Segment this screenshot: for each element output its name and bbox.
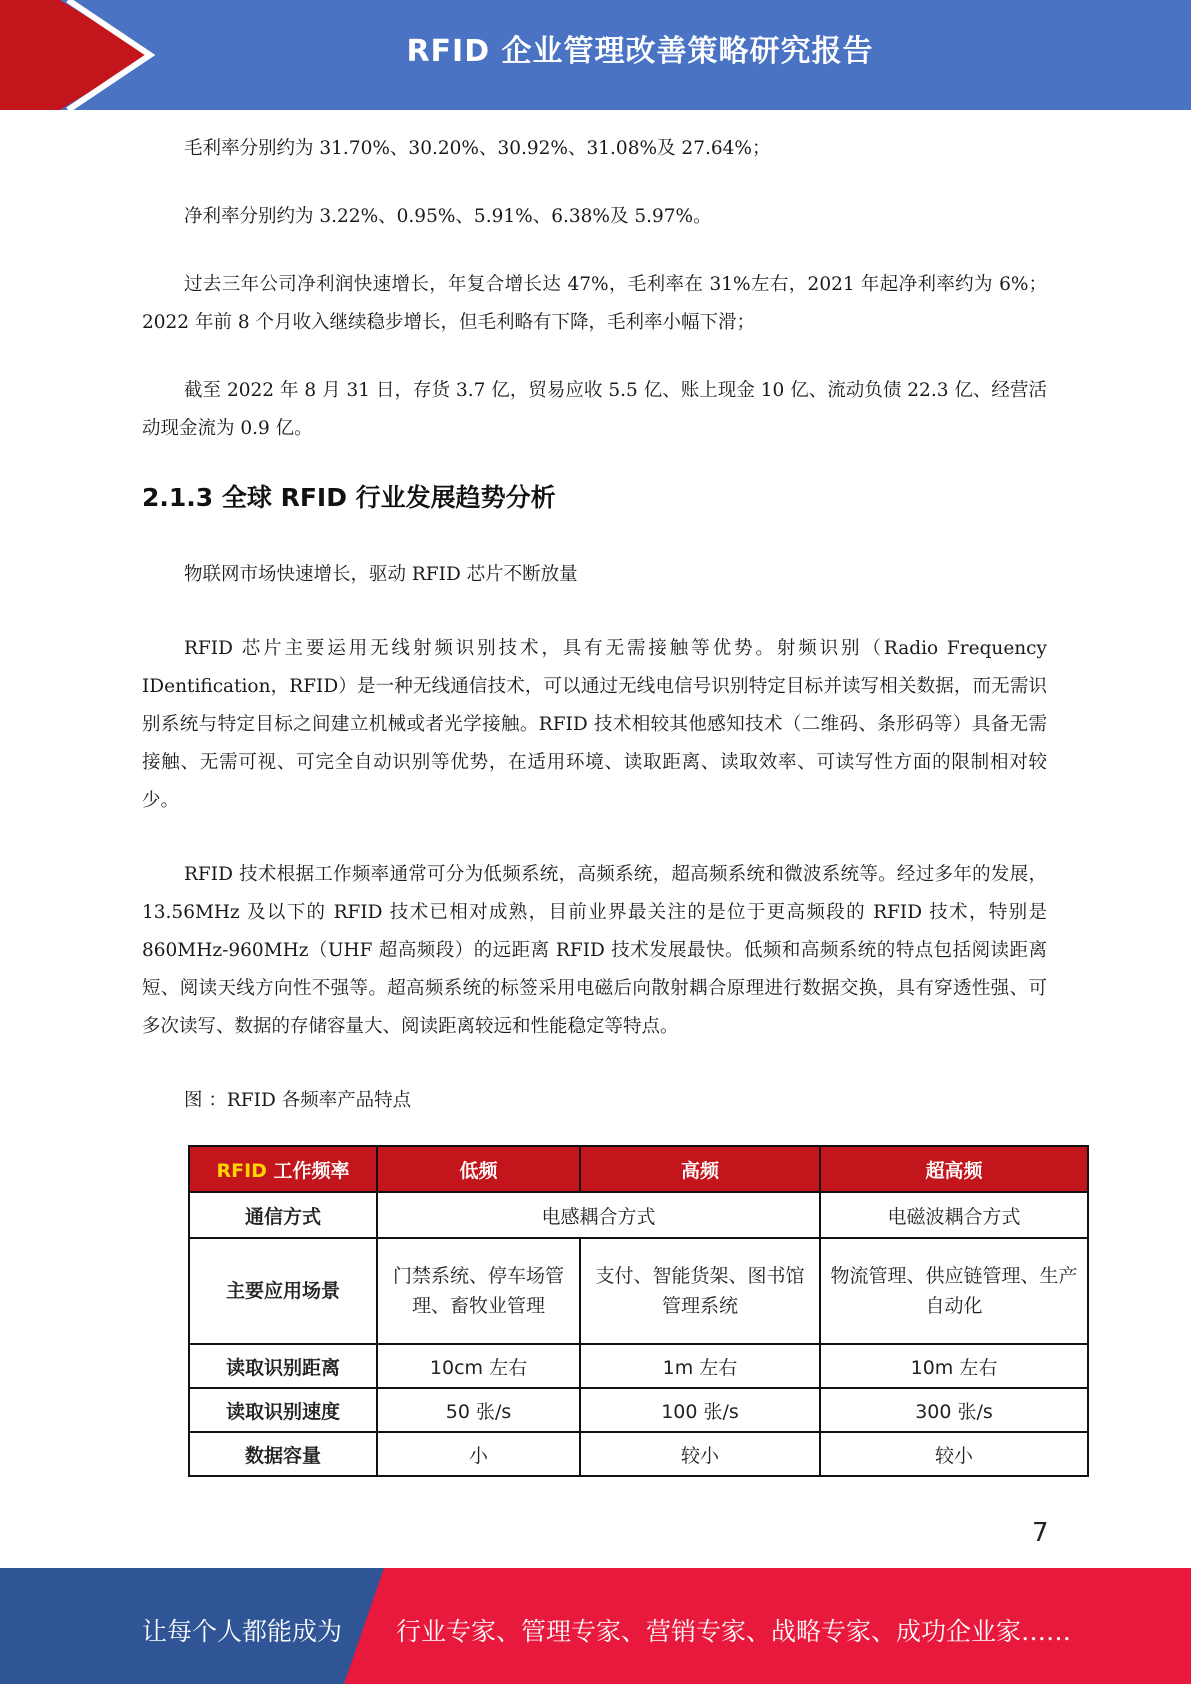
table-header-low: 低频 bbox=[377, 1146, 580, 1192]
row-label-cap: 数据容量 bbox=[189, 1432, 377, 1476]
row-label-speed: 读取识别速度 bbox=[189, 1388, 377, 1432]
cell-app-high: 支付、智能货架、图书馆管理系统 bbox=[580, 1238, 820, 1344]
table-row bbox=[189, 1432, 1088, 1476]
cell-cap-high: 较小 bbox=[580, 1432, 820, 1476]
cell-comm-low-high: 电感耦合方式 bbox=[377, 1192, 820, 1238]
cell-dist-low: 10cm 左右 bbox=[377, 1344, 580, 1388]
header-red-arrow-decoration bbox=[0, 0, 180, 110]
rfid-frequency-table bbox=[188, 1145, 1089, 1477]
table-header-frequency: RFID 工作频率 bbox=[189, 1146, 377, 1192]
cell-comm-uhf: 电磁波耦合方式 bbox=[820, 1192, 1088, 1238]
row-label-dist: 读取识别距离 bbox=[189, 1344, 377, 1388]
table-header-row bbox=[189, 1146, 1088, 1192]
page-header bbox=[0, 0, 1191, 110]
paragraph-iot-growth: 物联网市场快速增长，驱动 RFID 芯片不断放量 bbox=[184, 564, 578, 585]
cell-dist-uhf: 10m 左右 bbox=[820, 1344, 1088, 1388]
footer-slogan-left: 让每个人都能成为 bbox=[142, 1617, 343, 1646]
paragraph-rfid-frequency: RFID 技术根据工作频率通常可分为低频系统，高频系统，超高频系统和微波系统等。经过多年的发展，13.56MHz 及以下的 RFID 技术已相对成熟，目前业界最关注的是位于更高频段的 RFID 技术，特别是 860MHz-960MHz（UHF 超高频段）的远距离 RFID 技术发展最快。低频和高频系统的特点包括阅读距离短、阅读天线方向性不强等。超高频系统的标签采用电磁后向散射耦合原理进行数据交换，具有穿透性强、可多次读写、数据的存储容量大、阅读距离较远和性能稳定等特点。 bbox=[142, 864, 1047, 1037]
paragraph-profit-growth: 过去三年公司净利润快速增长，年复合增长达 47%，毛利率在 31%左右，2021 年起净利率约为 6%；2022 年前 8 个月收入继续稳步增长，但毛利略有下降，毛利率小幅下滑； bbox=[142, 274, 1047, 333]
cell-app-uhf: 物流管理、供应链管理、生产自动化 bbox=[820, 1238, 1088, 1344]
table-header-uhf: 超高频 bbox=[820, 1146, 1088, 1192]
table-row bbox=[189, 1192, 1088, 1238]
table-row bbox=[189, 1344, 1088, 1388]
table-header-high: 高频 bbox=[580, 1146, 820, 1192]
paragraph-net-margin: 净利率分别约为 3.22%、0.95%、5.91%、6.38%及 5.97%。 bbox=[184, 206, 712, 227]
cell-cap-low: 小 bbox=[377, 1432, 580, 1476]
header-title: RFID 企业管理改善策略研究报告 bbox=[406, 34, 874, 69]
figure-caption: 图 ：RFID 各频率产品特点 bbox=[184, 1090, 412, 1111]
cell-app-low: 门禁系统、停车场管理、畜牧业管理 bbox=[377, 1238, 580, 1344]
table-row bbox=[189, 1388, 1088, 1432]
section-heading: 2.1.3 全球 RFID 行业发展趋势分析 bbox=[142, 483, 556, 512]
row-label-app: 主要应用场景 bbox=[189, 1238, 377, 1344]
page-number: 7 bbox=[1032, 1518, 1049, 1548]
footer-slogan-right: 行业专家、管理专家、营销专家、战略专家、成功企业家…… bbox=[396, 1617, 1072, 1646]
page-footer bbox=[0, 1568, 1191, 1684]
cell-speed-low: 50 张/s bbox=[377, 1388, 580, 1432]
cell-cap-uhf: 较小 bbox=[820, 1432, 1088, 1476]
cell-dist-high: 1m 左右 bbox=[580, 1344, 820, 1388]
paragraph-rfid-intro: RFID 芯片主要运用无线射频识别技术，具有无需接触等优势。射频识别（Radio Frequency IDentification，RFID）是一种无线通信技术，可以通过无线电信号识别特定目标并读写相关数据，而无需识别系统与特定目标之间建立机械或者光学接触。RFID 技术相较其他感知技术（二维码、条形码等）具备无需接触、无需可视、可完全自动识别等优势，在适用环境、读取距离、读取效率、可读写性方面的限制相对较少。 bbox=[142, 638, 1047, 811]
paragraph-gross-margin: 毛利率分别约为 31.70%、30.20%、30.92%、31.08%及 27.64%； bbox=[184, 138, 771, 159]
document-body bbox=[142, 130, 1047, 1130]
row-label-comm: 通信方式 bbox=[189, 1192, 377, 1238]
cell-speed-uhf: 300 张/s bbox=[820, 1388, 1088, 1432]
table-row bbox=[189, 1238, 1088, 1344]
cell-speed-high: 100 张/s bbox=[580, 1388, 820, 1432]
paragraph-balance-sheet: 截至 2022 年 8 月 31 日，存货 3.7 亿，贸易应收 5.5 亿、账上现金 10 亿、流动负债 22.3 亿、经营活动现金流为 0.9 亿。 bbox=[142, 380, 1047, 439]
